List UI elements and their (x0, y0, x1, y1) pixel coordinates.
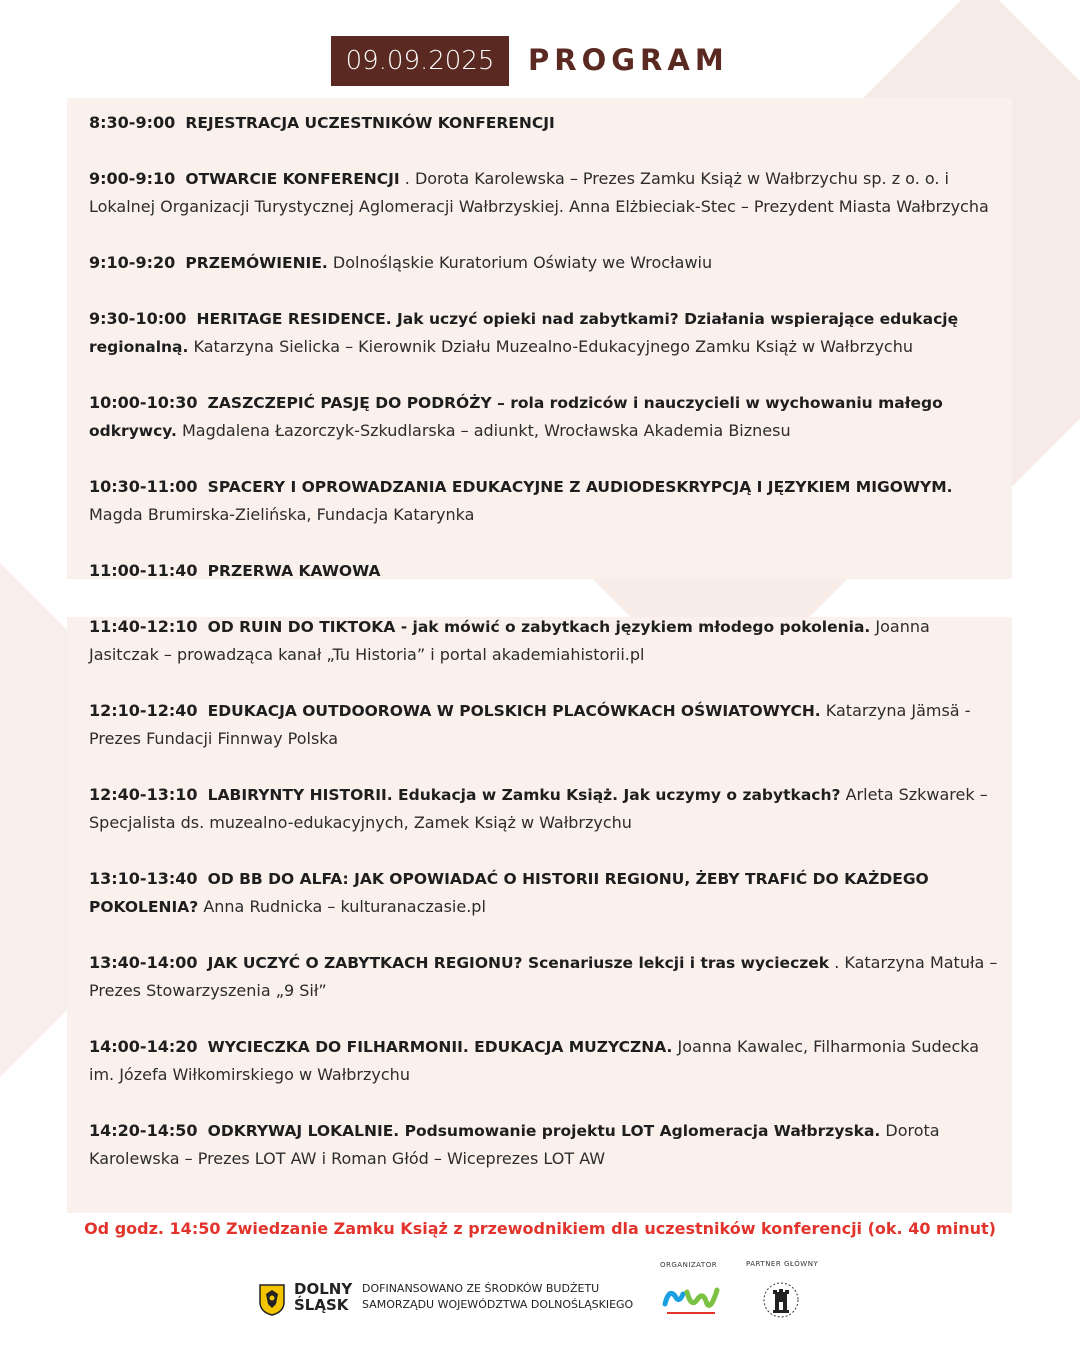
footer (0, 1258, 1080, 1338)
agenda-title: HERITAGE RESIDENCE. Jak uczyć opieki nad zabytkami? Działania wspierające edukację regionalną. (89, 310, 959, 356)
agenda-item (89, 165, 999, 221)
agenda-time: 11:00-11:40 (89, 561, 198, 580)
agenda-time: 14:20-14:50 (89, 1121, 198, 1140)
funding-text: DOFINANSOWANO ZE ŚRODKÓW BUDŻETU SAMORZĄDU WOJEWÓDZTWA DOLNOŚLĄSKIEGO (362, 1282, 634, 1311)
agenda-description: Magdalena Łazorczyk-Szkudlarska – adiunkt, Wrocławska Akademia Biznesu (181, 421, 791, 440)
agenda-title: REJESTRACJA UCZESTNIKÓW KONFERENCJI (185, 114, 555, 132)
agenda-title: SPACERY I OPROWADZANIA EDUKACYJNE Z AUDIODESKRYPCJĄ I JĘZYKIEM MIGOWYM. (207, 478, 953, 496)
agenda-item (89, 249, 999, 277)
agenda-item (89, 1033, 999, 1089)
agenda-item (89, 949, 999, 1005)
agenda-time: 9:10-9:20 (89, 253, 176, 272)
agenda-description: Anna Rudnicka – kulturanaczasie.pl (203, 897, 486, 916)
page-header (0, 36, 1080, 86)
agenda-description: Dorota Karolewska – Prezes LOT AW i Roman Głód – Wiceprezes LOT AW (89, 1121, 940, 1168)
agenda-title: ODKRYWAJ LOKALNIE. Podsumowanie projektu LOT Aglomeracja Wałbrzyska. (207, 1122, 881, 1140)
page-title: PROGRAM (528, 43, 729, 77)
agenda-description: . Katarzyna Matuła – Prezes Stowarzyszenia „9 Sił” (89, 953, 998, 1000)
agenda-title: OD RUIN DO TIKTOKA - jak mówić o zabytkach językiem młodego pokolenia. (207, 618, 871, 636)
agenda-description: Magda Brumirska-Zielińska, Fundacja Katarynka (89, 505, 475, 524)
agenda-title: EDUKACJA OUTDOOROWA W POLSKICH PLACÓWKACH OŚWIATOWYCH. (207, 702, 821, 720)
agenda-time: 10:00-10:30 (89, 393, 198, 412)
agenda-time: 12:10-12:40 (89, 701, 198, 720)
agenda-description: . Dorota Karolewska – Prezes Zamku Książ w Wałbrzychu sp. z o. o. i Lokalnej Organizacji Turystycznej Aglomeracji Wałbrzyskiej. Anna Elżbieciak-Stec – Prezydent Miasta Wałbrzycha (89, 169, 989, 216)
partner-label: PARTNER GŁÓWNY (746, 1260, 819, 1268)
agenda-item (89, 109, 999, 137)
agenda-time: 9:00-9:10 (89, 169, 176, 188)
agenda-description: Arleta Szkwarek – Specjalista ds. muzealno-edukacyjnych, Zamek Książ w Wałbrzychu (89, 785, 988, 832)
agenda-time: 11:40-12:10 (89, 617, 198, 636)
coat-of-arms-icon (259, 1284, 285, 1316)
organizer-label: ORGANIZATOR (660, 1261, 718, 1269)
agenda-description: Dolnośląskie Kuratorium Oświaty we Wrocławiu (332, 253, 713, 272)
agenda-item (89, 697, 999, 753)
agenda-title: PRZEMÓWIENIE. (185, 254, 328, 272)
agenda-description: Katarzyna Sielicka – Kierownik Działu Muzealno-Edukacyjnego Zamku Książ w Wałbrzychu (193, 337, 913, 356)
agenda-description: Joanna Kawalec, Filharmonia Sudecka im. Józefa Wiłkomirskiego w Wałbrzychu (89, 1037, 980, 1084)
agenda-item (89, 865, 999, 921)
agenda-time: 13:40-14:00 (89, 953, 198, 972)
agenda-time: 8:30-9:00 (89, 113, 176, 132)
castle-logo-icon (761, 1278, 801, 1324)
brand-logo-text: DOLNY ŚLĄSK (294, 1280, 353, 1314)
agenda-title: PRZERWA KAWOWA (207, 562, 381, 580)
agenda-item (89, 1117, 999, 1173)
agenda-time: 13:10-13:40 (89, 869, 198, 888)
tour-note: Od godz. 14:50 Zwiedzanie Zamku Książ z przewodnikiem dla uczestników konferencji (ok. 40 minut) (84, 1219, 996, 1238)
agenda-title: OTWARCIE KONFERENCJI (185, 170, 400, 188)
agenda-title: LABIRYNTY HISTORII. Edukacja w Zamku Książ. Jak uczymy o zabytkach? (207, 786, 841, 804)
date-badge: 09.09.2025 (331, 36, 509, 86)
agenda-description: Joanna Jasitczak – prowadząca kanał „Tu Historia” i portal akademiahistorii.pl (89, 617, 930, 664)
agenda-item (89, 557, 999, 585)
agenda-item (89, 305, 999, 361)
agenda-item (89, 781, 999, 837)
agenda-time: 10:30-11:00 (89, 477, 198, 496)
agenda-time: 12:40-13:10 (89, 785, 198, 804)
agenda-title: WYCIECZKA DO FILHARMONII. EDUKACJA MUZYCZNA. (207, 1038, 673, 1056)
agenda-title: OD BB DO ALFA: JAK OPOWIADAĆ O HISTORII REGIONU, ŻEBY TRAFIĆ DO KAŻDEGO POKOLENIA? (89, 870, 929, 916)
agenda-title: JAK UCZYĆ O ZABYTKACH REGIONU? Scenariusze lekcji i tras wycieczek (207, 954, 830, 972)
agenda-item (89, 473, 999, 529)
agenda-description: Katarzyna Jämsä - Prezes Fundacji Finnway Polska (89, 701, 971, 748)
agenda-item (89, 389, 999, 445)
agenda-time: 9:30-10:00 (89, 309, 187, 328)
agenda-title: ZASZCZEPIĆ PASJĘ DO PODRÓŻY – rola rodziców i nauczycieli w wychowaniu małego odkrywcy. (89, 394, 943, 440)
agenda-time: 14:00-14:20 (89, 1037, 198, 1056)
organizer-logo-icon (661, 1282, 721, 1320)
agenda-list (89, 109, 999, 1201)
agenda-item (89, 613, 999, 669)
